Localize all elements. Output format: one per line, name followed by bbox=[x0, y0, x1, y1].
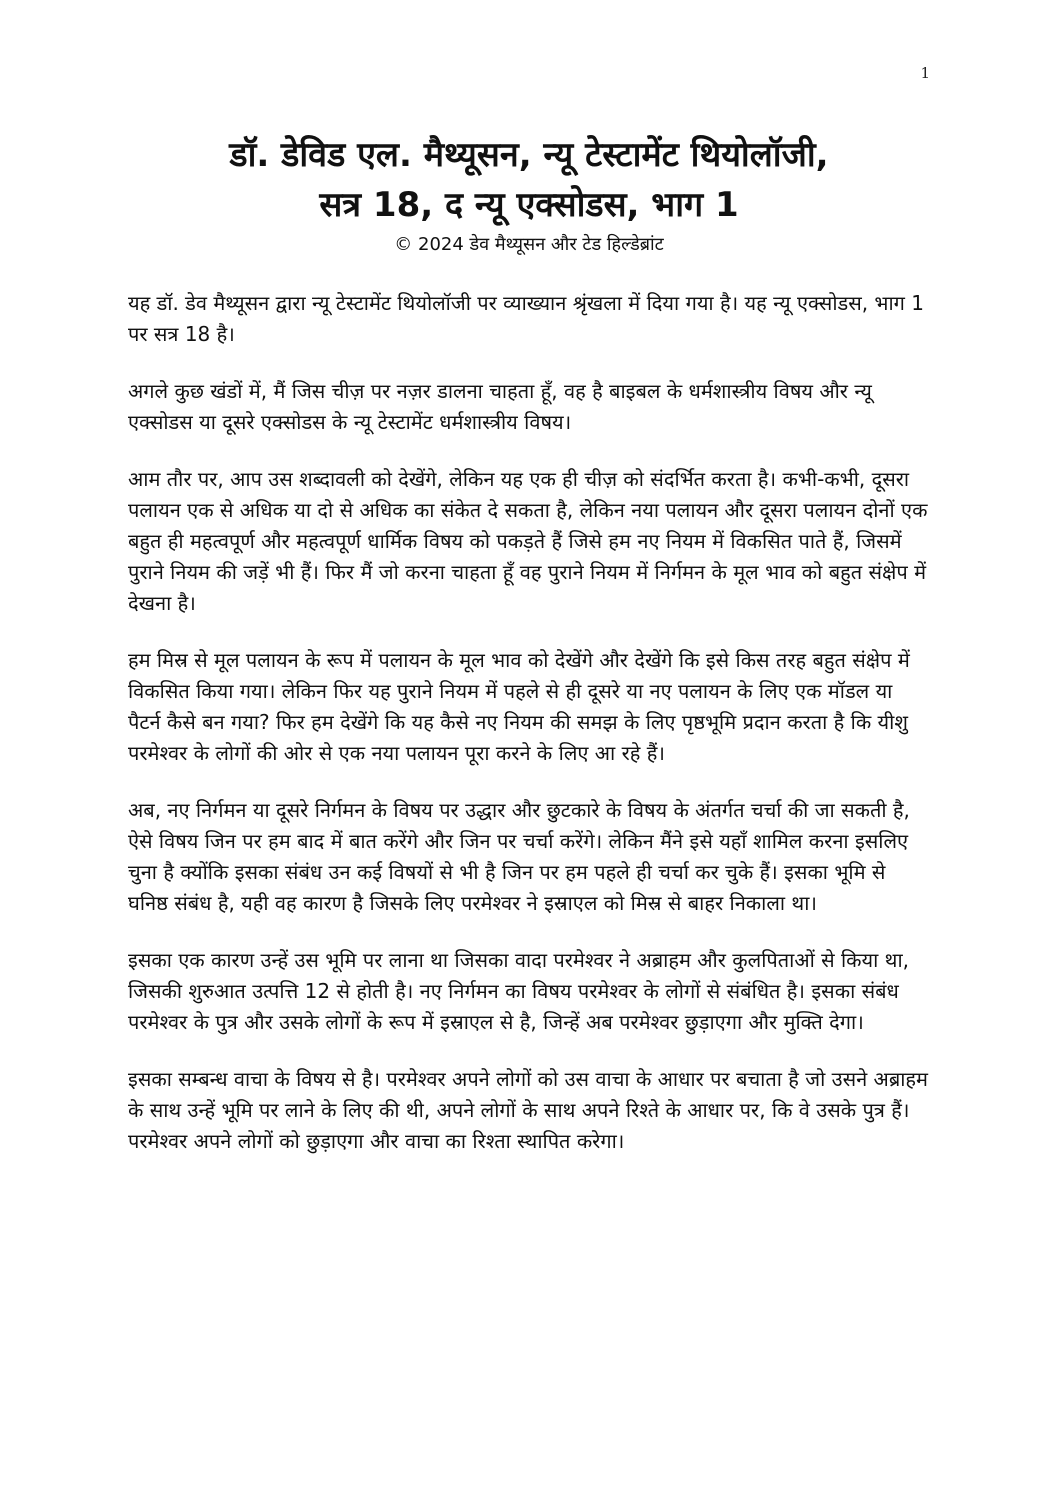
title-line-1: डॉ. डेविड एल. मैथ्यूसन, न्यू टेस्टामेंट थियोलॉजी, bbox=[229, 135, 829, 175]
document-body bbox=[128, 288, 930, 1183]
page-number: 1 bbox=[920, 64, 930, 82]
document-header bbox=[128, 130, 930, 260]
title-line-2: सत्र 18, द न्यू एक्सोडस, भाग 1 bbox=[319, 185, 739, 225]
paragraph-land: इसका एक कारण उन्हें उस भूमि पर लाना था जिसका वादा परमेश्वर ने अब्राहम और कुलपिताओं से किया था, जिसकी शुरुआत उत्पत्ति 12 से होती है। नए निर्गमन का विषय परमेश्वर के लोगों से संबंधित है। इसका संबंध परमेश्वर के पुत्र और उसके लोगों के रूप में इस्राएल से है, जिन्हें अब परमेश्वर छुड़ाएगा और मुक्ति देगा। bbox=[128, 948, 909, 1034]
paragraph-intro: यह डॉ. डेव मैथ्यूसन द्वारा न्यू टेस्टामेंट थियोलॉजी पर व्याख्यान श्रृंखला में दिया गया है। यह न्यू एक्सोडस, भाग 1 पर सत्र 18 है। bbox=[128, 291, 925, 346]
paragraph-covenant: इसका सम्बन्ध वाचा के विषय से है। परमेश्वर अपने लोगों को उस वाचा के आधार पर बचाता है जो उसने अब्राहम के साथ उन्हें भूमि पर लाने के लिए की थी, अपने लोगों के साथ अपने रिश्ते के आधार पर, कि वे उसके पुत्र हैं। परमेश्वर अपने लोगों को छुड़ाएगा और वाचा का रिश्ता स्थापित करेगा। bbox=[128, 1067, 929, 1153]
copyright-notice: © 2024 डेव मैथ्यूसन और टेड हिल्डेब्रांट bbox=[394, 234, 664, 255]
paragraph-motif: हम मिस्र से मूल पलायन के रूप में पलायन के मूल भाव को देखेंगे और देखेंगे कि इसे किस तरह बहुत संक्षेप में विकसित किया गया। लेकिन फिर यह पुराने नियम में पहले से ही दूसरे या नए पलायन के लिए एक मॉडल या पैटर्न कैसे बन गया? फिर हम देखेंगे कि यह कैसे नए नियम की समझ के लिए पृष्ठभूमि प्रदान करता है कि यीशु परमेश्वर के लोगों की ओर से एक नया पलायन पूरा करने के लिए आ रहे हैं। bbox=[128, 648, 910, 765]
paragraph-topic: अगले कुछ खंडों में, मैं जिस चीज़ पर नज़र डालना चाहता हूँ, वह है बाइबल के धर्मशास्त्रीय विषय और न्यू एक्सोडस या दूसरे एक्सोडस के न्यू टेस्टामेंट धर्मशास्त्रीय विषय। bbox=[128, 379, 872, 434]
paragraph-terminology: आम तौर पर, आप उस शब्दावली को देखेंगे, लेकिन यह एक ही चीज़ को संदर्भित करता है। कभी-कभी, दूसरा पलायन एक से अधिक या दो से अधिक का संकेत दे सकता है, लेकिन नया पलायन और दूसरा पलायन दोनों एक बहुत ही महत्वपूर्ण और महत्वपूर्ण धार्मिक विषय को पकड़ते हैं जिसे हम नए नियम में विकसित पाते हैं, जिसमें पुराने नियम की जड़ें भी हैं। फिर मैं जो करना चाहता हूँ वह पुराने नियम में निर्गमन के मूल भाव को बहुत संक्षेप में देखना है। bbox=[128, 467, 928, 615]
paragraph-salvation: अब, नए निर्गमन या दूसरे निर्गमन के विषय पर उद्धार और छुटकारे के विषय के अंतर्गत चर्चा की जा सकती है, ऐसे विषय जिन पर हम बाद में बात करेंगे और जिन पर चर्चा करेंगे। लेकिन मैंने इसे यहाँ शामिल करना इसलिए चुना है क्योंकि इसका संबंध उन कई विषयों से भी है जिन पर हम पहले ही चर्चा कर चुके हैं। इसका भूमि से घनिष्ठ संबंध है, यही वह कारण है जिसके लिए परमेश्वर ने इस्राएल को मिस्र से बाहर निकाला था। bbox=[128, 798, 910, 915]
document-title bbox=[128, 130, 930, 230]
